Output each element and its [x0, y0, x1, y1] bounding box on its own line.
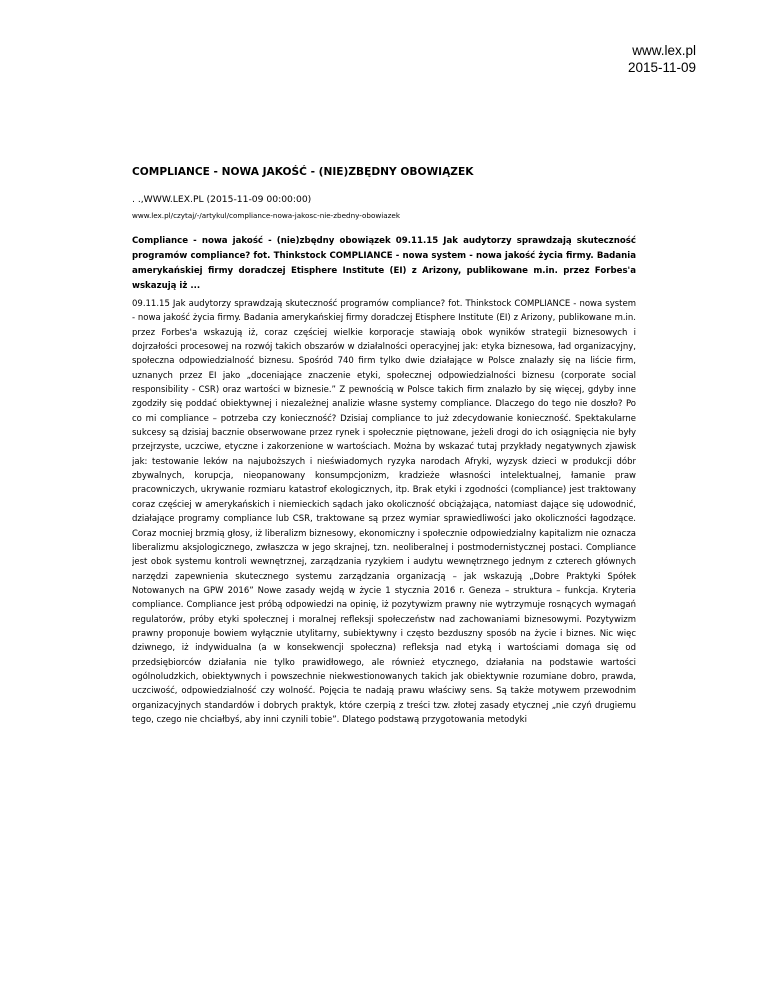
- site-name: www.lex.pl: [632, 43, 696, 58]
- article-body: 09.11.15 Jak audytorzy sprawdzają skuteczność programów compliance? fot. Thinkstock COMPLIANCE - nowa system - nowa jakość życia firmy. Badania amerykańskiej firmy doradczej Etisphere Institute (EI) z Arizony, publikowane m.in. przez Forbes'a wskazują iż, coraz częściej wielkie korporacje stawiają obok wyników strategii biznesowych i dojrzałości procesowej na rozwój takich obszarów w działalności operacyjnej jak: etyka biznesowa, ład organizacyjny, społeczna odpowiedzialność biznesu. Spośród 740 firm tylko dwie działające w Polsce znalazły się na liście firm, uznanych przez EI jako „doceniające znaczenie etyki, społecznej odpowiedzialności biznesu (corporate social responsibility - CSR) oraz wartości w biznesie.” Z pewnością w Polsce takich firm znalazło by się więcej, gdyby inne zgodziły się poddać obiektywnej i niezależnej analizie własne systemy compliance. Dlaczego do tego nie doszło? Po co mi compliance – potrzeba czy konieczność? Dzisiaj compliance to już zdecydowanie konieczność. Spektakularne sukcesy są dzisiaj bacznie obserwowane przez rynek i społecznie piętnowane, jeżeli drogi do ich osiągnięcia nie były przejrzyste, uczciwe, etyczne i zakorzenione w wartościach. Można by wskazać tutaj przykłady negatywnych zjawisk jak: testowanie leków na najuboższych i nieświadomych ryzyka narodach Afryki, wyzysk dzieci w produkcji dóbr zbywalnych, korupcja, nieopanowany konsumpcjonizm, kradzieże własności intelektualnej, łamanie praw pracowniczych, ukrywanie rozmiaru katastrof ekologicznych, itp. Brak etyki i zgodności (compliance) jest traktowany coraz częściej w amerykańskich i niemieckich sądach jako okoliczność obciążająca, natomiast dające się udowodnić, działające programy compliance lub CSR, traktowane są przez wymiar sprawiedliwości jako okoliczności łagodzące. Coraz mocniej brzmią głosy, iż liberalizm biznesowy, ekonomiczny i społecznie odpowiedzialny kapitalizm nie oznacza liberalizmu aksjologicznego, zwłaszcza w jego skrajnej, tzn. neoliberalnej i postmodernistycznej postaci. Compliance jest obok systemu kontroli wewnętrznej, zarządzania ryzykiem i audytu wewnętrznego jednym z czterech głównych narzędzi zapewnienia skutecznego systemu zarządzania organizacją – jak wskazują „Dobre Praktyki Spółek Notowanych na GPW 2016” Nowe zasady wejdą w życie 1 stycznia 2016 r. Geneza – struktura – funkcja. Kryteria compliance. Compliance jest próbą odpowiedzi na opinię, iż pozytywizm prawny nie wytrzymuje rosnących wymagań regulatorów, próby etyki społecznej i moralnej refleksji społeczeństw nad zachowaniami biznesowymi. Pozytywizm prawny proponuje bowiem wyłącznie utylitarny, subiektywny i często bezduszny sposób na życie i biznes. Nic więc dziwnego, iż indywidualna (a w konsekwencji społeczna) refleksja nad etyką i wartościami domaga się od przedsiębiorców działania nie tylko prawidłowego, ale również etycznego, działania na podstawie wartości ogólnoludzkich, obiektywnych i powszechnie niekwestionowanych takich jak obiektywnie rozumiane dobro, prawda, uczciwość, odpowiedzialność czy wolność. Pojęcia te nadają prawu właściwy sens. Są także motywem przewodnim organizacyjnych standardów i dobrych praktyk, które czerpią z treści tzw. złotej zasady etycznej „nie czyń drugiemu tego, czego nie chciałbyś, aby inni czynili tobie”. Dlatego podstawą przygotowania metodyki: [132, 299, 636, 725]
- page-header: [628, 42, 696, 76]
- article-lead: Compliance - nowa jakość - (nie)zbędny obowiązek 09.11.15 Jak audytorzy sprawdzają skuteczność programów compliance? fot. Thinkstock COMPLIANCE - nowa system - nowa jakość życia firmy. Badania amerykańskiej firmy doradczej Etisphere Institute (EI) z Arizony, publikowane m.in. przez Forbes'a wskazują iż ...: [132, 236, 636, 291]
- article-meta: . .,WWW.LEX.PL (2015-11-09 00:00:00): [132, 194, 312, 205]
- article-url: www.lex.pl/czytaj/-/artykul/compliance-nowa-jakosc-nie-zbedny-obowiazek: [132, 211, 400, 220]
- article-title: COMPLIANCE - NOWA JAKOŚĆ - (NIE)ZBĘDNY OBOWIĄZEK: [132, 166, 474, 178]
- header-date: 2015-11-09: [627, 60, 696, 75]
